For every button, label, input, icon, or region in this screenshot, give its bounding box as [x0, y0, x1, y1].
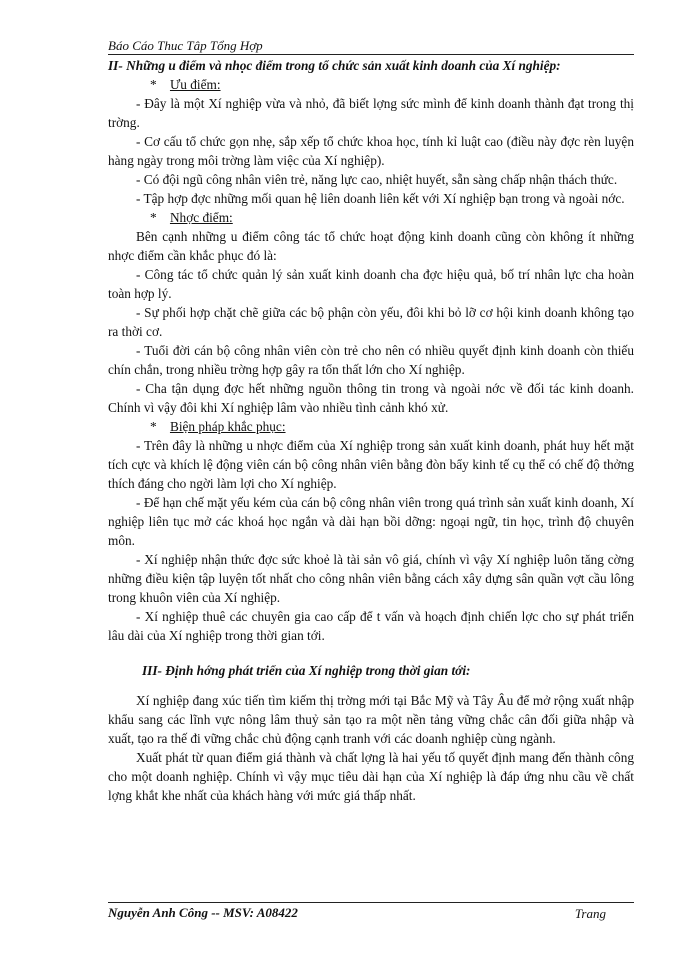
header-title: Báo Cáo Thuc Tâp Tổng Hợp: [108, 38, 263, 53]
disadvantage-item: - Cha tận dụng đợc hết những nguồn thông tin trong và ngoài nớc về đối tác kinh doanh. Chính vì vậy đôi khi Xí nghiệp lâm vào nhiều tình cảnh khó xử.: [108, 381, 634, 415]
remedy-item: - Xí nghiệp thuê các chuyên gia cao cấp để t vấn và hoạch định chiến lợc cho sự phát triển lâu dài của Xí nghiệp trong thời gian tới.: [108, 609, 634, 643]
advantage-item: - Tập hợp đợc những mối quan hệ liên doanh liên kết với Xí nghiệp bạn trong và ngoài nớc.: [136, 191, 625, 206]
disadvantage-item: - Tuổi đời cán bộ công nhân viên còn trẻ cho nên có nhiều quyết định kinh doanh còn thiếu chín chắn, trong nhiều trờng hợp gây ra tổn thất lớn cho Xí nghiệp.: [108, 343, 634, 377]
remedies-label: * Biện pháp khắc phục:: [150, 419, 286, 434]
advantage-item: - Cơ cấu tổ chức gọn nhẹ, sắp xếp tổ chức khoa học, tính kỉ luật cao (điều này đợc rèn luyện hàng ngày trong môi trờng làm việc của Xí nghiệp).: [108, 134, 634, 168]
remedy-item: - Xí nghiệp nhận thức đợc sức khoẻ là tài sản vô giá, chính vì vậy Xí nghiệp luôn tăng cờng những điều kiện tập luyện tốt nhất cho công nhân viên bằng cách xây dựng sân quần vợt cầu lông trong khuôn viên của Xí nghiệp.: [108, 552, 634, 605]
section-3-paragraph: Xí nghiệp đang xúc tiến tìm kiếm thị trờng mới tại Bắc Mỹ và Tây Âu để mở rộng xuất nhập khẩu sang các lĩnh vực nông lâm thuỷ sản tạo ra một nền tảng vững chắc cân đối giữa nhập và xuất, tạo ra thế đi vững chắc chủ động cạnh tranh với các doanh nghiệp cùng ngành.: [108, 693, 634, 746]
footer-author: Nguyễn Anh Công -- MSV: A08422: [108, 905, 298, 920]
disadvantages-label: * Nhợc điểm:: [150, 210, 233, 225]
disadvantage-item: - Công tác tổ chức quản lý sản xuất kinh doanh cha đợc hiệu quả, bố trí nhân lực cha hoàn toàn hợp lý.: [108, 267, 634, 301]
section-3-paragraph: Xuất phát từ quan điểm giá thành và chất lợng là hai yếu tố quyết định mang đến thành công cho một doanh nghiệp. Chính vì vậy mục tiêu dài hạn của Xí nghiệp là đáp ứng nhu cầu về chất lợng khắt khe nhất của khách hàng với mức giá thấp nhất.: [108, 750, 634, 803]
remedy-item: - Để hạn chế mặt yếu kém của cán bộ công nhân viên trong quá trình sản xuất kinh doanh, Xí nghiệp liên tục mở các khoá học ngắn và dài hạn bồi dỡng: ngoại ngữ, tin học, trình độ chuyên môn.: [108, 495, 634, 548]
advantage-item: - Có đội ngũ công nhân viên trẻ, năng lực cao, nhiệt huyết, sẵn sàng chấp nhận thách thức.: [136, 172, 618, 187]
advantages-label: * Ưu điểm:: [150, 77, 221, 92]
page-header: [108, 38, 634, 55]
disadvantage-item: - Sự phối hợp chặt chẽ giữa các bộ phận còn yếu, đôi khi bỏ lỡ cơ hội kinh doanh không tạo ra thời cơ.: [108, 305, 634, 339]
section-2-heading: II- Những u điểm và nhọc điểm trong tổ chức sản xuất kinh doanh của Xí nghiệp:: [108, 58, 561, 73]
advantage-item: - Đây là một Xí nghiệp vừa và nhỏ, đã biết lợng sức mình để kinh doanh thành đạt trong thị trờng.: [108, 96, 634, 130]
disadvantages-intro: Bên cạnh những u điểm công tác tổ chức hoạt động kinh doanh cũng còn không ít những nhợc điểm cần khắc phục đó là:: [108, 229, 634, 263]
page-footer: [108, 902, 634, 921]
footer-page-label: Trang: [574, 906, 606, 921]
document-body: [108, 56, 634, 805]
remedy-item: - Trên đây là những u nhợc điểm của Xí nghiệp trong sản xuất kinh doanh, phát huy hết mặt tích cực và khích lệ động viên cán bộ công nhân viên bằng đòn bẩy kinh tế cụ thể có chế độ thởng thích đáng cho ngời làm lợi cho Xí nghiệp.: [108, 438, 634, 491]
section-3-heading: III- Định hớng phát triển của Xí nghiệp trong thời gian tới:: [142, 663, 471, 678]
